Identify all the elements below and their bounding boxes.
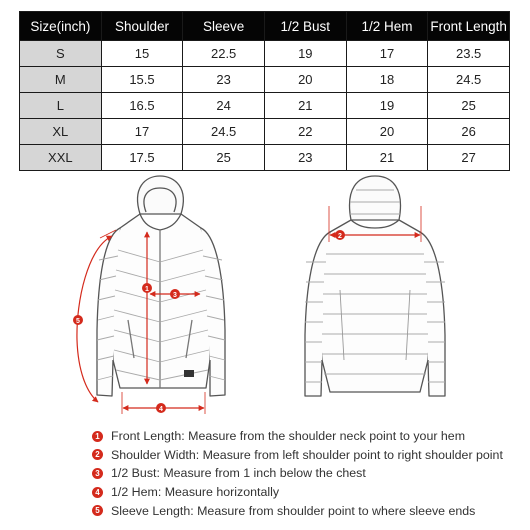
table-cell: 19 (346, 93, 428, 119)
legend-text: 1/2 Bust: Measure from 1 inch below the chest (111, 466, 366, 481)
table-cell: L (20, 93, 102, 119)
table-cell: 23 (183, 67, 265, 93)
table-row (20, 93, 510, 119)
table-cell: 24.5 (428, 67, 510, 93)
header-half-hem: 1/2 Hem (346, 12, 428, 41)
table-cell: 27 (428, 145, 510, 171)
header-shoulder: Shoulder (101, 12, 183, 41)
legend-item (92, 483, 512, 502)
table-cell: 17 (346, 41, 428, 67)
table-cell: 25 (183, 145, 265, 171)
size-chart-table (19, 11, 510, 171)
marker-sleeve-length (73, 315, 83, 325)
table-cell: 19 (264, 41, 346, 67)
table-cell: 22.5 (183, 41, 265, 67)
header-half-bust: 1/2 Bust (264, 12, 346, 41)
table-cell: 17 (101, 119, 183, 145)
svg-text:2: 2 (338, 233, 342, 240)
legend-item (92, 464, 512, 483)
table-row (20, 119, 510, 145)
marker-half-hem (156, 403, 166, 413)
measurement-legend (92, 427, 512, 520)
marker-front-length (142, 283, 152, 293)
header-size: Size(inch) (20, 12, 102, 41)
table-cell: 16.5 (101, 93, 183, 119)
table-cell: M (20, 67, 102, 93)
table-row (20, 145, 510, 171)
jacket-front (97, 176, 225, 396)
header-sleeve: Sleeve (183, 12, 265, 41)
table-cell: 21 (264, 93, 346, 119)
table-row (20, 41, 510, 67)
table-header-row (20, 12, 510, 41)
table-cell: 25 (428, 93, 510, 119)
table-cell: 24.5 (183, 119, 265, 145)
legend-number-badge: 5 (92, 505, 103, 516)
table-cell: 15 (101, 41, 183, 67)
legend-number-badge: 1 (92, 431, 103, 442)
table-cell: 20 (264, 67, 346, 93)
table-cell: S (20, 41, 102, 67)
legend-item (92, 501, 512, 520)
jacket-illustration (0, 170, 530, 420)
svg-text:1: 1 (145, 286, 149, 293)
table-cell: XL (20, 119, 102, 145)
svg-text:5: 5 (76, 318, 80, 325)
table-row (20, 67, 510, 93)
table-cell: 26 (428, 119, 510, 145)
table-cell: 23 (264, 145, 346, 171)
legend-item (92, 427, 512, 446)
table-cell: XXL (20, 145, 102, 171)
table-cell: 22 (264, 119, 346, 145)
table-cell: 24 (183, 93, 265, 119)
table-cell: 21 (346, 145, 428, 171)
jacket-diagram (0, 170, 530, 420)
legend-item (92, 446, 512, 465)
legend-text: Sleeve Length: Measure from shoulder point to where sleeve ends (111, 503, 476, 518)
header-front-length: Front Length (428, 12, 510, 41)
legend-text: Front Length: Measure from the shoulder neck point to your hem (111, 429, 466, 444)
marker-shoulder-width (335, 230, 345, 240)
legend-number-badge: 2 (92, 449, 103, 460)
marker-half-bust (170, 289, 180, 299)
table-cell: 18 (346, 67, 428, 93)
table-cell: 17.5 (101, 145, 183, 171)
table-cell: 20 (346, 119, 428, 145)
jacket-back (305, 176, 445, 396)
legend-text: Shoulder Width: Measure from left shoulder point to right shoulder point (111, 447, 503, 462)
legend-text: 1/2 Hem: Measure horizontally (111, 485, 280, 500)
legend-number-badge: 4 (92, 487, 103, 498)
svg-text:3: 3 (173, 292, 177, 299)
table-cell: 23.5 (428, 41, 510, 67)
svg-text:4: 4 (159, 406, 163, 413)
legend-number-badge: 3 (92, 468, 103, 479)
table-cell: 15.5 (101, 67, 183, 93)
